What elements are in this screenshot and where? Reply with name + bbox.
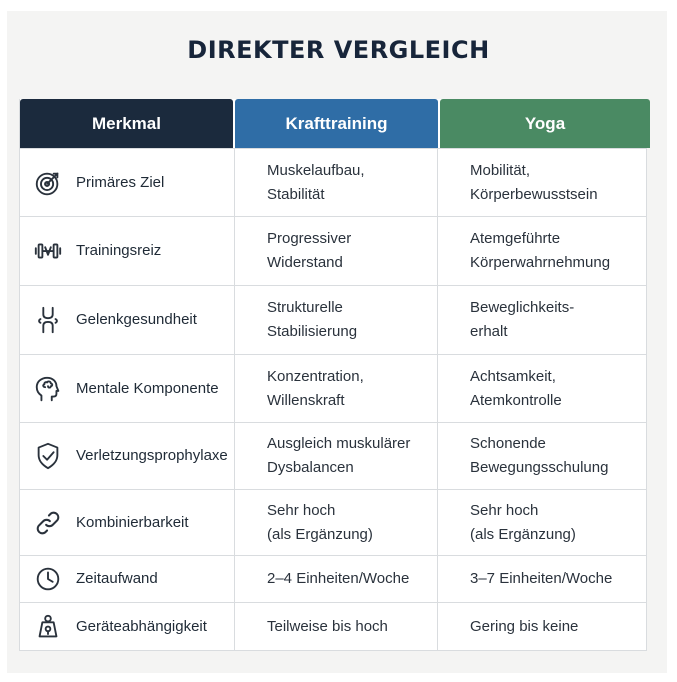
feature-cell — [20, 355, 234, 422]
feature-label: Primäres Ziel — [76, 173, 165, 191]
feature-cell — [20, 490, 234, 555]
table-row — [20, 216, 646, 285]
yoga-value: Achtsamkeit, Atemkontrolle — [437, 355, 648, 422]
yoga-value: Schonende Bewegungsschulung — [437, 423, 648, 489]
yoga-value: Sehr hoch (als Ergänzung) — [437, 490, 648, 555]
target-icon — [30, 165, 66, 201]
kraft-value: Teilweise bis hoch — [234, 603, 437, 650]
table-row — [20, 148, 646, 216]
table-row — [20, 555, 646, 602]
page-title: DIREKTER VERGLEICH — [187, 36, 490, 64]
header-merkmal: Merkmal — [20, 99, 233, 148]
kraft-value: 2–4 Einheiten/Woche — [234, 556, 437, 602]
feature-label: Verletzungsprophylaxe — [76, 447, 228, 464]
feature-cell — [20, 556, 234, 602]
table-row — [20, 354, 646, 422]
header-krafttraining: Krafttraining — [235, 99, 438, 148]
comparison-table — [19, 99, 647, 651]
yoga-value: Mobilität, Körperbewusstsein — [437, 149, 648, 216]
link-icon — [30, 505, 66, 541]
clock-icon — [30, 561, 66, 597]
dumbbell-icon — [30, 233, 66, 269]
yoga-value: Atemgeführte Körperwahrnehmung — [437, 217, 648, 285]
feature-label: Trainingsreiz — [76, 242, 162, 259]
joint-icon — [30, 302, 66, 338]
kraft-value: Strukturelle Stabilisierung — [234, 286, 437, 354]
feature-label: Zeitaufwand — [76, 570, 158, 587]
feature-label: Kombinierbarkeit — [76, 513, 189, 531]
feature-label: Mentale Komponente — [76, 379, 219, 397]
kraft-value: Sehr hoch (als Ergänzung) — [234, 490, 437, 555]
table-header — [20, 99, 646, 148]
kraft-value: Progressiver Widerstand — [234, 217, 437, 285]
shield-check-icon — [30, 438, 66, 474]
feature-cell — [20, 423, 234, 489]
feature-cell — [20, 286, 234, 354]
feature-label: Geräteabhängigkeit — [76, 617, 207, 635]
kraft-value: Muskelaufbau, Stabilität — [234, 149, 437, 216]
feature-cell — [20, 217, 234, 285]
table-row — [20, 285, 646, 354]
yoga-value: 3–7 Einheiten/Woche — [437, 556, 648, 602]
feature-label: Gelenkgesundheit — [76, 311, 197, 328]
weight-icon — [30, 609, 66, 645]
table-row — [20, 422, 646, 489]
feature-cell — [20, 603, 234, 650]
feature-cell — [20, 149, 234, 216]
kraft-value: Konzentration, Willenskraft — [234, 355, 437, 422]
yoga-value: Beweglichkeits- erhalt — [437, 286, 648, 354]
kraft-value: Ausgleich muskulärer Dysbalancen — [234, 423, 437, 489]
header-yoga: Yoga — [440, 99, 650, 148]
table-row — [20, 602, 646, 650]
yoga-value: Gering bis keine — [437, 603, 648, 650]
brain-head-icon — [30, 371, 66, 407]
table-row — [20, 489, 646, 555]
